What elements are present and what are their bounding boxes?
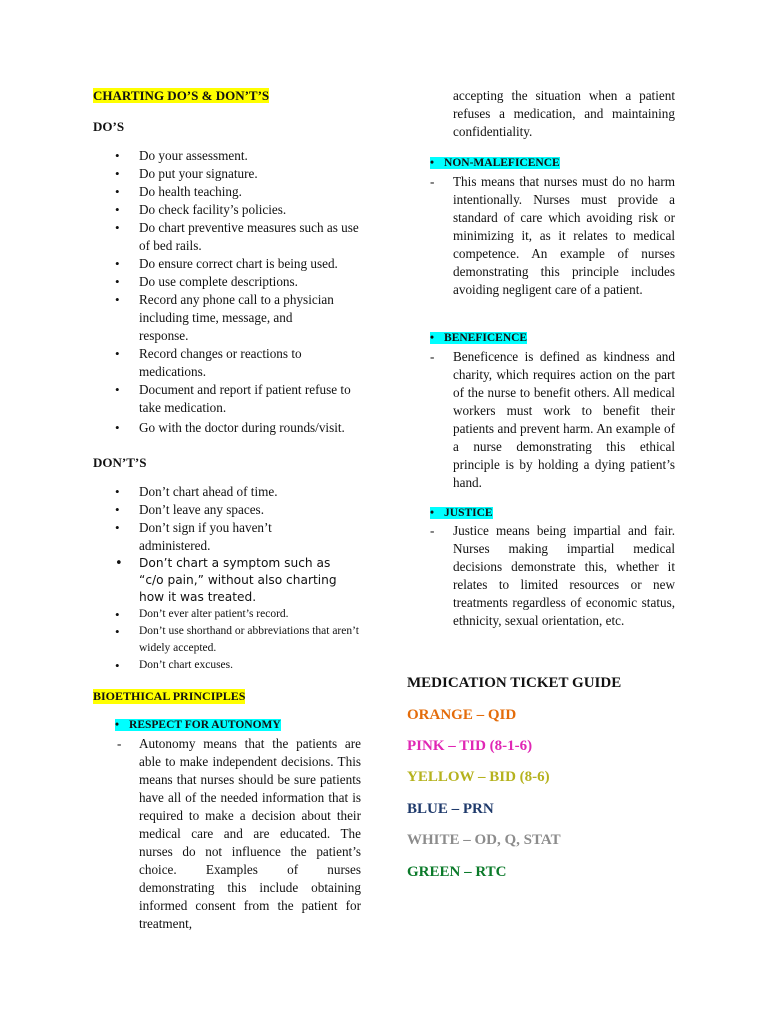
list-item: • Do chart preventive measures such as use of bed rails.	[115, 220, 359, 253]
principle-heading-beneficence: • BENEFICENCE	[430, 332, 528, 344]
principle-text-autonomy-continued: accepting the situation when a patient refuses a medication, and maintaining confidentiality.	[453, 88, 675, 139]
bullet-icon: •	[115, 520, 120, 535]
list-item: • Document and report if patient refuse to take medication.	[115, 382, 351, 415]
dash-marker: -	[430, 174, 435, 189]
list-item: • Don’t chart ahead of time.	[115, 484, 278, 499]
medication-entry: YELLOW – BID (8-6)	[407, 769, 550, 785]
bullet-icon: •	[115, 420, 120, 435]
list-item: • Don’t chart excuses.	[115, 658, 233, 673]
bullet-icon: •	[115, 220, 120, 235]
dash-marker: -	[430, 523, 435, 538]
bullet-icon: •	[115, 292, 120, 307]
bullet-icon: •	[430, 332, 435, 344]
medication-guide-heading: MEDICATION TICKET GUIDE	[407, 675, 622, 691]
principle-heading-autonomy: • RESPECT FOR AUTONOMY	[115, 719, 281, 731]
medication-entry: ORANGE – QID	[407, 707, 517, 723]
medication-entry: BLUE – PRN	[407, 801, 494, 817]
principle-heading-non-maleficence: • NON-MALEFICENCE	[430, 157, 560, 169]
bullet-icon: •	[430, 157, 435, 169]
principle-heading-justice: • JUSTICE	[430, 507, 493, 519]
bullet-icon: •	[115, 148, 120, 163]
donts-list	[115, 483, 371, 674]
bullet-icon: •	[115, 274, 120, 289]
list-item: • Don’t sign if you haven’t administered.	[115, 520, 272, 553]
medication-entry: WHITE – OD, Q, STAT	[407, 832, 561, 848]
bullet-icon: •	[430, 507, 435, 519]
bullet-icon: •	[115, 382, 120, 397]
bullet-icon: •	[115, 658, 120, 673]
list-item: • Record changes or reactions to medications.	[115, 346, 302, 379]
list-item: • Do your assessment.	[115, 148, 248, 163]
principle-text-beneficence: Beneficence is defined as kindness and charity, which requires action on the part of the nurse to benefit others. All medical workers must work to benefit their patients and prevent harm. An example of a nurse demonstrating this ethical principle is by holding a dying patient’s hand.	[453, 349, 675, 490]
bullet-icon: •	[115, 484, 120, 499]
list-item: • Do check facility’s policies.	[115, 202, 287, 217]
bullet-icon: •	[115, 607, 120, 622]
list-item: • Record any phone call to a physician including time, message, and response.	[115, 292, 334, 343]
bullet-icon: •	[115, 719, 120, 731]
bullet-icon: •	[115, 624, 120, 639]
bioethical-heading: BIOETHICAL PRINCIPLES	[93, 689, 246, 703]
bullet-icon: •	[115, 346, 120, 361]
list-item: • Don’t leave any spaces.	[115, 502, 264, 517]
list-item: • Don’t use shorthand or abbreviations that aren’t widely accepted.	[115, 624, 359, 654]
dos-heading: DO’S	[93, 119, 125, 134]
list-item: • Do ensure correct chart is being used.	[115, 256, 338, 271]
dos-list	[115, 147, 371, 437]
bullet-icon: •	[115, 166, 120, 181]
bullet-icon: •	[115, 184, 120, 199]
bullet-icon: •	[115, 556, 123, 571]
medication-entry: GREEN – RTC	[407, 864, 507, 880]
principle-text-justice: Justice means being impartial and fair. Nurses making impartial medical decisions demonstrate this, whether it relates to limited resources or new treatments regardless of economic status, ethnicity, sexual orientation, etc.	[453, 523, 675, 628]
list-item: • Don’t ever alter patient’s record.	[115, 607, 289, 622]
dash-marker: -	[117, 736, 122, 751]
list-item: • Don’t chart a symptom such as “c/o pain,” without also charting how it was treated.	[115, 556, 337, 604]
bullet-icon: •	[115, 256, 120, 271]
list-item: • Do use complete descriptions.	[115, 274, 298, 289]
medication-entry: PINK – TID (8-1-6)	[407, 738, 533, 754]
list-item: • Do health teaching.	[115, 184, 242, 199]
bullet-icon: •	[115, 502, 120, 517]
donts-heading: DON’T’S	[93, 455, 147, 470]
principle-text-autonomy: Autonomy means that the patients are able to make independent decisions. This means that nurses should be sure patients have all of the needed information that is required to make a decision about their medical care and are educated. The nurses do not influence the patient’s choice. Examples of nurses demonstrating this include obtaining informed consent from the patient for treatment,	[139, 736, 361, 931]
bullet-icon: •	[115, 202, 120, 217]
list-item: • Do put your signature.	[115, 166, 258, 181]
principle-text-non-maleficence: This means that nurses must do no harm intentionally. Nurses must provide a standard of care which avoiding risk or minimizing it, as it relates to medical competence. An example of nurses demonstrating this principle includes avoiding negligent care of a patient.	[453, 174, 675, 297]
list-item: • Go with the doctor during rounds/visit.	[115, 420, 345, 435]
dash-marker: -	[430, 349, 435, 364]
page-title: CHARTING DO’S & DON’T’S	[93, 88, 270, 103]
